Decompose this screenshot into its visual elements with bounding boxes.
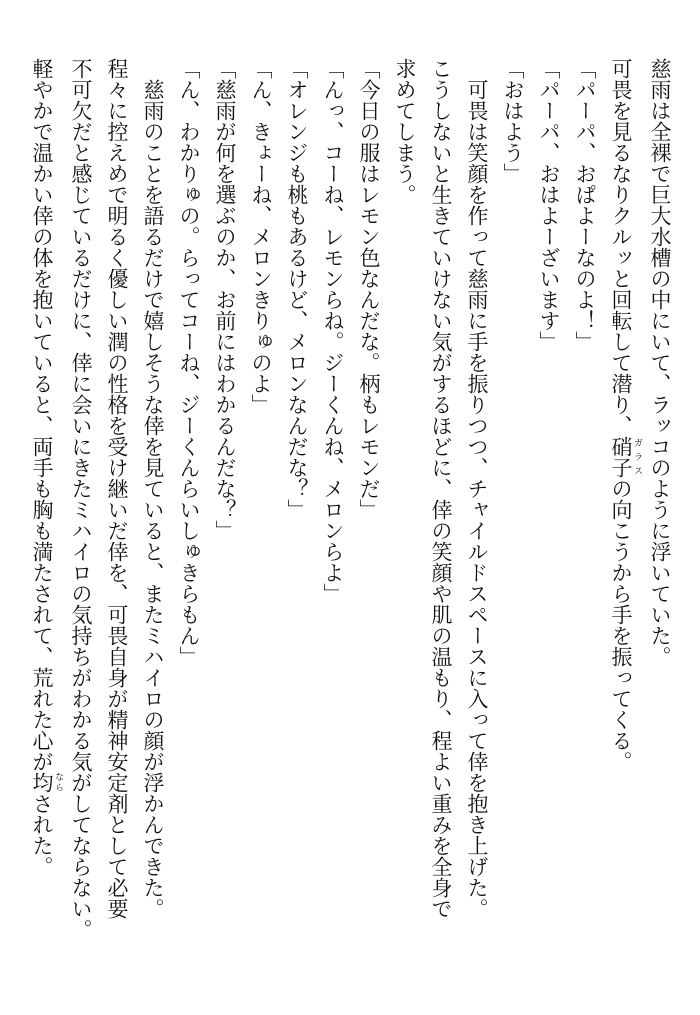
text-line-17: 不可欠だと感じているだけに、倖に会いにきたミハイロの気持ちがわかる気がしてならない。 [69,58,93,940]
text-line-15: 慈雨のことを語るだけで嬉しそうな倖を見ていると、またミハイロの顔が浮かんできた。 [141,58,165,919]
text-line-5: 「おはよう」 [501,58,525,184]
text-line-6: 可畏は笑顔を作って慈雨に手を振りつつ、チャイルドスペースに入って倖を抱き上げた。 [465,58,489,919]
text-line-4: 「パーパ、おはよーざいます」 [537,58,561,352]
text-line-10: 「んっ、コーね、レモンらね。ジーくんね、メロンらよ」 [321,58,345,604]
text-line-3: 「パーパ、おぱよーなのよ！」 [573,58,597,352]
text-line-1: 慈雨は全裸で巨大水槽の中にいて、ラッコのように浮いていた。 [648,58,672,667]
text-line-16: 程々に控えめで明るく優しい潤の性格を受け継いだ倖を、可畏自身が精神安定剤として必要 [105,58,129,919]
text-line-2: 可畏を見るなりクルッと回転して潜り、硝子 ガラスの向こうから手を振ってくる。 [609,58,642,772]
text-line-18: 軽やかで温かい倖の体を抱いていると、両手も胸も満たされて、荒れた心が均 ならされた。 [30,58,63,877]
text-line-7: こうしないと生きていけない気がするほどに、倖の笑顔や肌の温もり、程よい重みを全身で [429,58,453,919]
vertical-text-body [24,58,678,988]
ruby-word-nara: 均 なら [30,772,63,793]
text-line-11: 「オレンジも桃もあるけど、メロンなんだな？」 [285,58,309,520]
text-line-8: 求めてしまう。 [393,58,417,205]
text-line-9: 「今日の服はレモン色なんだな。柄もレモンだ」 [357,58,381,520]
ruby-word-glass: 硝子 ガラス [609,436,642,478]
text-line-13: 「慈雨が何を選ぶのか、お前にはわかるんだな？」 [213,58,237,541]
text-line-14: 「ん、わかりゅの。らってコーね、ジーくんらいしゅきらもん」 [177,58,201,667]
text-line-12: 「ん、きょーね、メロンきりゅのよ」 [249,58,273,415]
